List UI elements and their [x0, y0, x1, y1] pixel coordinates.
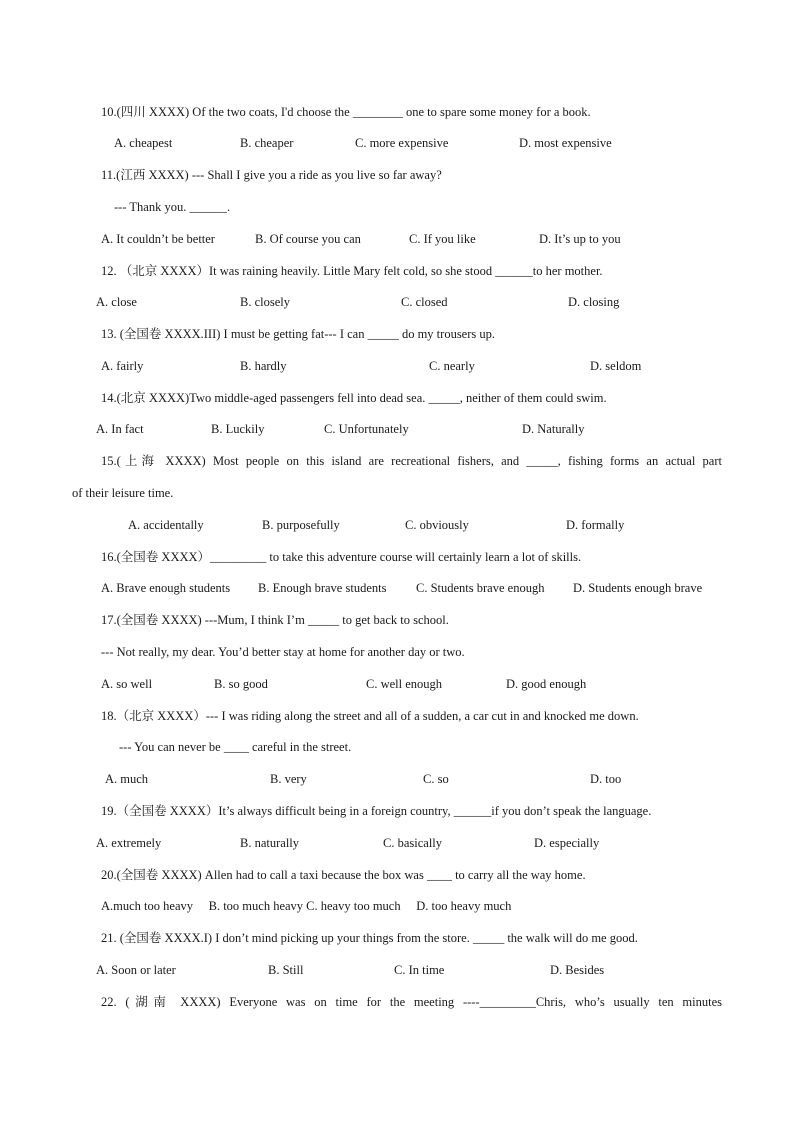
question-15-stem: 15.(上海 XXXX) Most people on this island are recreational fishers, and _____, fishing forms an actual part	[101, 454, 722, 468]
question-12-option-d: D. closing	[568, 295, 620, 309]
question-11-stem-line2: --- Thank you. ______.	[114, 200, 231, 214]
question-15-option-a: A. accidentally	[128, 518, 204, 532]
question-11-option-a: A. It couldn’t be better	[101, 232, 215, 246]
question-13-option-a: A. fairly	[101, 359, 144, 373]
question-11-option-b: B. Of course you can	[255, 232, 361, 246]
question-16-option-b: B. Enough brave students	[258, 581, 387, 595]
question-14-stem: 14.(北京 XXXX)Two middle-aged passengers fell into dead sea. _____, neither of them could swim.	[101, 391, 607, 405]
question-20-options: A.much too heavy B. too much heavy C. heavy too much D. too heavy much	[101, 899, 512, 913]
question-12-option-b: B. closely	[240, 295, 290, 309]
question-13-option-d: D. seldom	[590, 359, 642, 373]
question-14-option-a: A. In fact	[96, 422, 144, 436]
question-19-option-d: D. especially	[534, 836, 600, 850]
question-17-option-a: A. so well	[101, 677, 153, 691]
question-17-stem: 17.(全国卷 XXXX) ---Mum, I think I’m _____ to get back to school.	[101, 613, 449, 627]
question-21-option-b: B. Still	[268, 963, 304, 977]
question-21-option-d: D. Besides	[550, 963, 605, 977]
question-14-option-b: B. Luckily	[211, 422, 265, 436]
question-18-option-d: D. too	[590, 772, 622, 786]
question-17-stem-line2: --- Not really, my dear. You’d better stay at home for another day or two.	[101, 645, 465, 659]
question-20-stem: 20.(全国卷 XXXX) Allen had to call a taxi because the box was ____ to carry all the way home.	[101, 868, 586, 882]
question-21-stem: 21. (全国卷 XXXX.I) I don’t mind picking up your things from the store. _____ the walk will do me good.	[101, 931, 638, 945]
question-18-option-a: A. much	[105, 772, 149, 786]
question-21-option-c: C. In time	[394, 963, 445, 977]
question-18-stem: 18.（北京 XXXX）--- I was riding along the street and all of a sudden, a car cut in and knocked me down.	[101, 709, 639, 723]
question-11-stem: 11.(江西 XXXX) --- Shall I give you a ride as you live so far away?	[101, 168, 442, 182]
question-13-option-b: B. hardly	[240, 359, 287, 373]
question-16-option-a: A. Brave enough students	[101, 581, 231, 595]
question-15-option-c: C. obviously	[405, 518, 469, 532]
question-11-option-d: D. It’s up to you	[539, 232, 621, 246]
question-21-option-a: A. Soon or later	[96, 963, 176, 977]
question-18-option-b: B. very	[270, 772, 307, 786]
question-18-option-c: C. so	[423, 772, 449, 786]
question-10-stem: 10.(四川 XXXX) Of the two coats, I'd choose the ________ one to spare some money for a book.	[101, 105, 591, 119]
question-17-option-c: C. well enough	[366, 677, 443, 691]
question-11-option-c: C. If you like	[409, 232, 476, 246]
question-18-stem-line2: --- You can never be ____ careful in the street.	[119, 740, 352, 754]
question-19-option-c: C. basically	[383, 836, 443, 850]
question-13-option-c: C. nearly	[429, 359, 475, 373]
question-14-option-c: C. Unfortunately	[324, 422, 409, 436]
question-12-stem: 12. （北京 XXXX）It was raining heavily. Little Mary felt cold, so she stood ______to her mother.	[101, 264, 603, 278]
question-17-option-d: D. good enough	[506, 677, 587, 691]
question-16-option-d: D. Students enough brave	[573, 581, 703, 595]
question-22-stem: 22. (湖南 XXXX) Everyone was on time for the meeting ----_________Chris, who’s usually ten minutes	[101, 995, 722, 1009]
question-10-option-d: D. most expensive	[519, 136, 612, 150]
question-13-stem: 13. (全国卷 XXXX.III) I must be getting fat--- I can _____ do my trousers up.	[101, 327, 496, 341]
question-14-option-d: D. Naturally	[522, 422, 585, 436]
question-16-stem: 16.(全国卷 XXXX）_________ to take this adventure course will certainly learn a lot of skills.	[101, 550, 582, 564]
question-10-option-c: C. more expensive	[355, 136, 449, 150]
question-12-option-c: C. closed	[401, 295, 448, 309]
question-15-option-b: B. purposefully	[262, 518, 340, 532]
question-10-option-a: A. cheapest	[114, 136, 173, 150]
question-19-option-a: A. extremely	[96, 836, 162, 850]
question-15-option-d: D. formally	[566, 518, 625, 532]
question-19-option-b: B. naturally	[240, 836, 300, 850]
question-19-stem: 19.（全国卷 XXXX）It’s always difficult being in a foreign country, ______if you don’t speak the language.	[101, 804, 652, 818]
question-12-option-a: A. close	[96, 295, 137, 309]
question-16-option-c: C. Students brave enough	[416, 581, 545, 595]
question-15-stem-line2: of their leisure time.	[72, 486, 174, 500]
question-10-option-b: B. cheaper	[240, 136, 294, 150]
question-17-option-b: B. so good	[214, 677, 268, 691]
